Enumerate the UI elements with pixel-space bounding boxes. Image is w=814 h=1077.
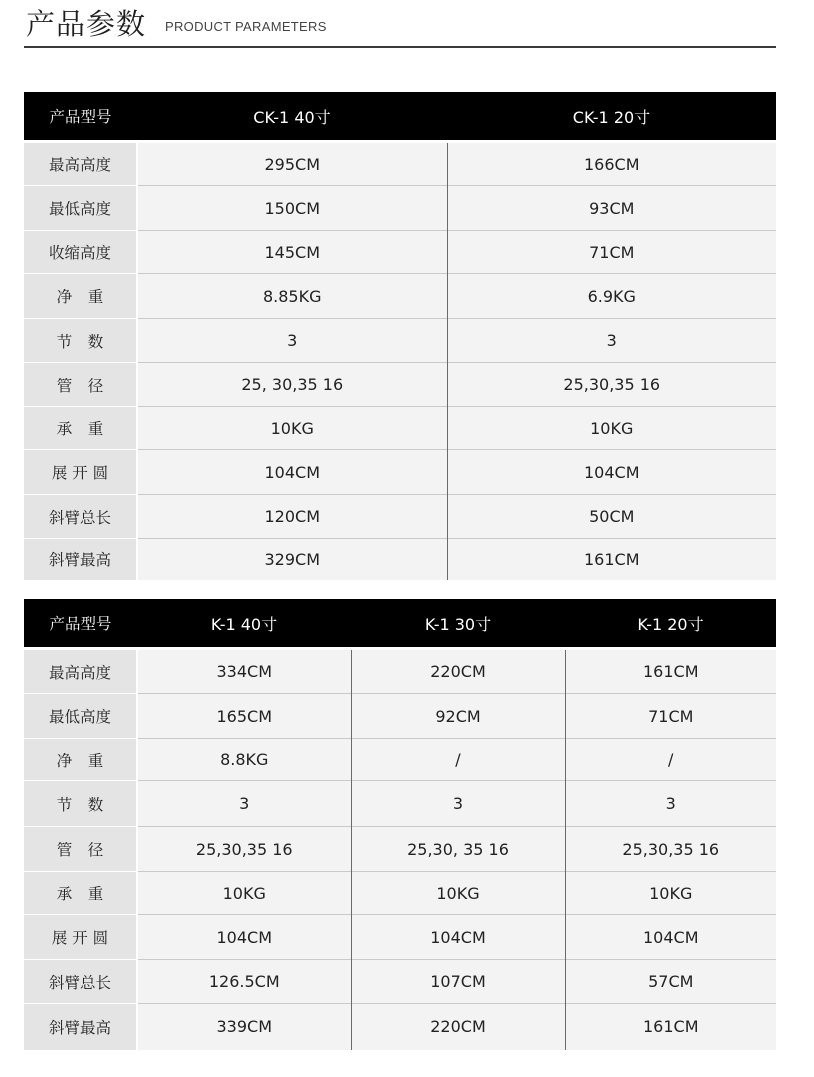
table-row [24,274,776,319]
cell-value: / [351,739,565,781]
header-model-label: 产品型号 [24,92,137,142]
section-title: 产品参数 [26,7,147,41]
cell-value: 145CM [137,231,447,274]
cell-value: 120CM [137,495,447,539]
cell-value: 104CM [351,915,565,960]
cell-value: 161CM [565,1004,776,1050]
cell-value: 10KG [137,872,351,915]
row-label: 管 径 [24,363,137,407]
cell-value: 25,30, 35 16 [351,827,565,872]
table-row [24,960,776,1004]
cell-value: 57CM [565,960,776,1004]
cell-value: 3 [565,781,776,827]
cell-value: 329CM [137,539,447,580]
header-col-1: CK-1 40寸 [137,92,447,142]
table-row [24,319,776,363]
cell-value: 104CM [565,915,776,960]
cell-value: 3 [137,319,447,363]
table-row [24,407,776,450]
cell-value: 126.5CM [137,960,351,1004]
cell-value: 334CM [137,649,351,694]
cell-value: 8.8KG [137,739,351,781]
row-label: 展 开 圆 [24,450,137,495]
cell-value: 107CM [351,960,565,1004]
header-col-3: K-1 20寸 [565,599,776,649]
row-label: 净 重 [24,739,137,781]
row-label: 收缩高度 [24,231,137,274]
row-label: 斜臂最高 [24,1004,137,1050]
table-row [24,1004,776,1050]
cell-value: 6.9KG [447,274,776,319]
cell-value: 220CM [351,649,565,694]
row-label: 承 重 [24,407,137,450]
cell-value: 161CM [565,649,776,694]
cell-value: 93CM [447,186,776,231]
cell-value: 166CM [447,142,776,186]
table-row [24,781,776,827]
row-label: 最低高度 [24,694,137,739]
cell-value: 3 [137,781,351,827]
cell-value: 3 [351,781,565,827]
cell-value: 10KG [565,872,776,915]
row-label: 节 数 [24,781,137,827]
table-row [24,231,776,274]
table-row [24,872,776,915]
row-label: 斜臂总长 [24,495,137,539]
cell-value: 3 [447,319,776,363]
row-label: 展 开 圆 [24,915,137,960]
row-label: 最低高度 [24,186,137,231]
header-col-2: CK-1 20寸 [447,92,776,142]
table-row [24,186,776,231]
table-header-row [24,599,776,649]
cell-value: 165CM [137,694,351,739]
cell-value: 220CM [351,1004,565,1050]
cell-value: 25,30,35 16 [137,827,351,872]
row-label: 最高高度 [24,142,137,186]
cell-value: 161CM [447,539,776,580]
header-col-2: K-1 30寸 [351,599,565,649]
cell-value: 25,30,35 16 [447,363,776,407]
header-model-label: 产品型号 [24,599,137,649]
cell-value: 104CM [137,450,447,495]
cell-value: 339CM [137,1004,351,1050]
cell-value: 50CM [447,495,776,539]
cell-value: 25, 30,35 16 [137,363,447,407]
row-label: 斜臂最高 [24,539,137,580]
cell-value: / [565,739,776,781]
section-header [24,0,776,48]
cell-value: 10KG [447,407,776,450]
row-label: 管 径 [24,827,137,872]
cell-value: 10KG [137,407,447,450]
table-row [24,539,776,580]
cell-value: 104CM [137,915,351,960]
cell-value: 92CM [351,694,565,739]
cell-value: 71CM [447,231,776,274]
table-header-row [24,92,776,142]
cell-value: 71CM [565,694,776,739]
spec-table-k1 [24,599,776,1050]
table-row [24,827,776,872]
table-row [24,495,776,539]
header-col-1: K-1 40寸 [137,599,351,649]
table-row [24,739,776,781]
table-row [24,363,776,407]
row-label: 斜臂总长 [24,960,137,1004]
row-label: 节 数 [24,319,137,363]
row-label: 承 重 [24,872,137,915]
cell-value: 10KG [351,872,565,915]
row-label: 最高高度 [24,649,137,694]
cell-value: 150CM [137,186,447,231]
table-row [24,694,776,739]
spec-table-ck1 [24,92,776,580]
cell-value: 104CM [447,450,776,495]
table-row [24,915,776,960]
table-row [24,649,776,694]
cell-value: 25,30,35 16 [565,827,776,872]
cell-value: 295CM [137,142,447,186]
table-row [24,142,776,186]
cell-value: 8.85KG [137,274,447,319]
section-subtitle: PRODUCT PARAMETERS [165,19,327,34]
table-row [24,450,776,495]
row-label: 净 重 [24,274,137,319]
